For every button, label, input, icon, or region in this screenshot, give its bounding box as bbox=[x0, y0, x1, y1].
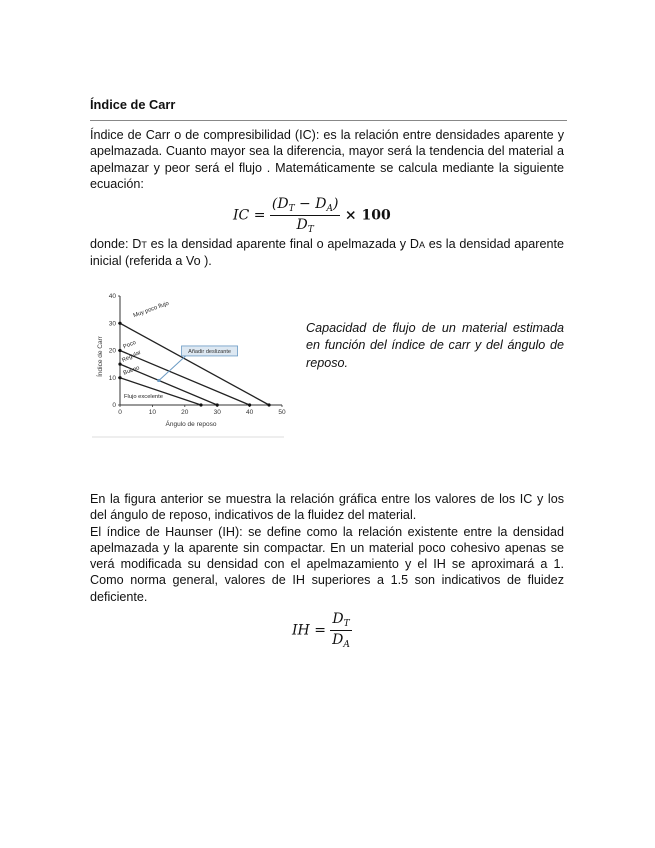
series-label: Regular bbox=[121, 349, 143, 364]
x-tick-label: 50 bbox=[278, 409, 286, 416]
y-tick-label: 40 bbox=[108, 293, 116, 300]
eq-ic-numerator: $(D_T - D_A)$ bbox=[271, 196, 339, 214]
series-label: Muy poco flujo bbox=[132, 300, 170, 320]
y-axis-label: Índice de Carr bbox=[97, 336, 104, 377]
heading-divider bbox=[90, 120, 567, 121]
paragraph-carr: Índice de Carr o de compresibilidad (IC): es la relación entre densidades aparente y apelmazada. Cuanto mayor sea la diferencia, mayor será la tendencia del material a apelmazar y peor será el flujo . Matemáticamente se calcula mediante la siguiente ecuación: bbox=[90, 128, 564, 191]
series-start-point bbox=[118, 349, 121, 352]
eq-ic-denominator: $D_T$ bbox=[296, 217, 314, 235]
x-tick-label: 40 bbox=[245, 409, 254, 416]
equation-carr-index bbox=[233, 196, 391, 235]
figure-caption: Capacidad de flujo de un material estimada en función del índice de carr y del ángulo de reposo. bbox=[306, 321, 564, 370]
series-start-point bbox=[118, 376, 121, 379]
x-tick-label: 20 bbox=[181, 409, 189, 416]
section-heading: Índice de Carr bbox=[90, 97, 176, 112]
eq-ic-times: × 100 bbox=[344, 207, 391, 224]
paragraph-figure bbox=[90, 491, 564, 605]
y-tick-label: 0 bbox=[112, 402, 116, 409]
eq-ic-fraction bbox=[270, 196, 341, 235]
eq-ih-fraction bbox=[330, 611, 351, 650]
eq-ih-numerator: $D_T$ bbox=[332, 611, 350, 629]
eq-ih-denominator: $D_A$ bbox=[332, 632, 350, 650]
series-end-point bbox=[199, 403, 202, 406]
series-start-point bbox=[118, 363, 121, 366]
series-end-point bbox=[248, 403, 251, 406]
eq-ih-lhs: IH = bbox=[292, 622, 326, 639]
y-tick-label: 30 bbox=[108, 320, 116, 328]
series-label: Flujo excelente bbox=[124, 393, 163, 400]
equation-hausner-index bbox=[292, 611, 352, 650]
y-tick-label: 10 bbox=[108, 374, 116, 382]
series-label: Bueno bbox=[122, 365, 141, 377]
series-end-point bbox=[216, 403, 219, 406]
annotation-label: Añadir deslizante bbox=[188, 348, 232, 355]
paragraph-donde: donde: DT es la densidad aparente final o apelmazada y DA es la densidad aparente inicial (referida a Vo ). bbox=[90, 237, 564, 269]
eq-ic-lhs: IC = bbox=[233, 207, 266, 224]
series-label: Poco bbox=[122, 339, 138, 351]
paragraph-figure-text: En la figura anterior se muestra la relación gráfica entre los valores de los IC y los del ángulo de reposo, indicativos de la fluidez del material. bbox=[90, 492, 564, 523]
x-tick-label: 0 bbox=[118, 409, 122, 416]
y-tick-label: 20 bbox=[108, 347, 116, 355]
flow-chart bbox=[92, 287, 292, 439]
series-line bbox=[120, 323, 269, 405]
paragraph-hausner: El índice de Haunser (IH): se define como la relación existente entre la densidad apelmazada y la aparente sin compactar. En un material poco cohesivo apenas se verá modificada su densidad con el apelmazamiento y el IH se aproximará a 1. Como norma general, valores de IH superiores a 1.5 son indicativos de fluidez deficiente. bbox=[90, 524, 564, 604]
series-end-point bbox=[267, 403, 270, 406]
x-tick-label: 10 bbox=[148, 409, 157, 416]
annotation-marker bbox=[157, 379, 160, 382]
x-tick-label: 30 bbox=[213, 409, 221, 416]
x-axis-label: Ángulo de reposo bbox=[165, 421, 217, 428]
series-start-point bbox=[118, 322, 121, 325]
